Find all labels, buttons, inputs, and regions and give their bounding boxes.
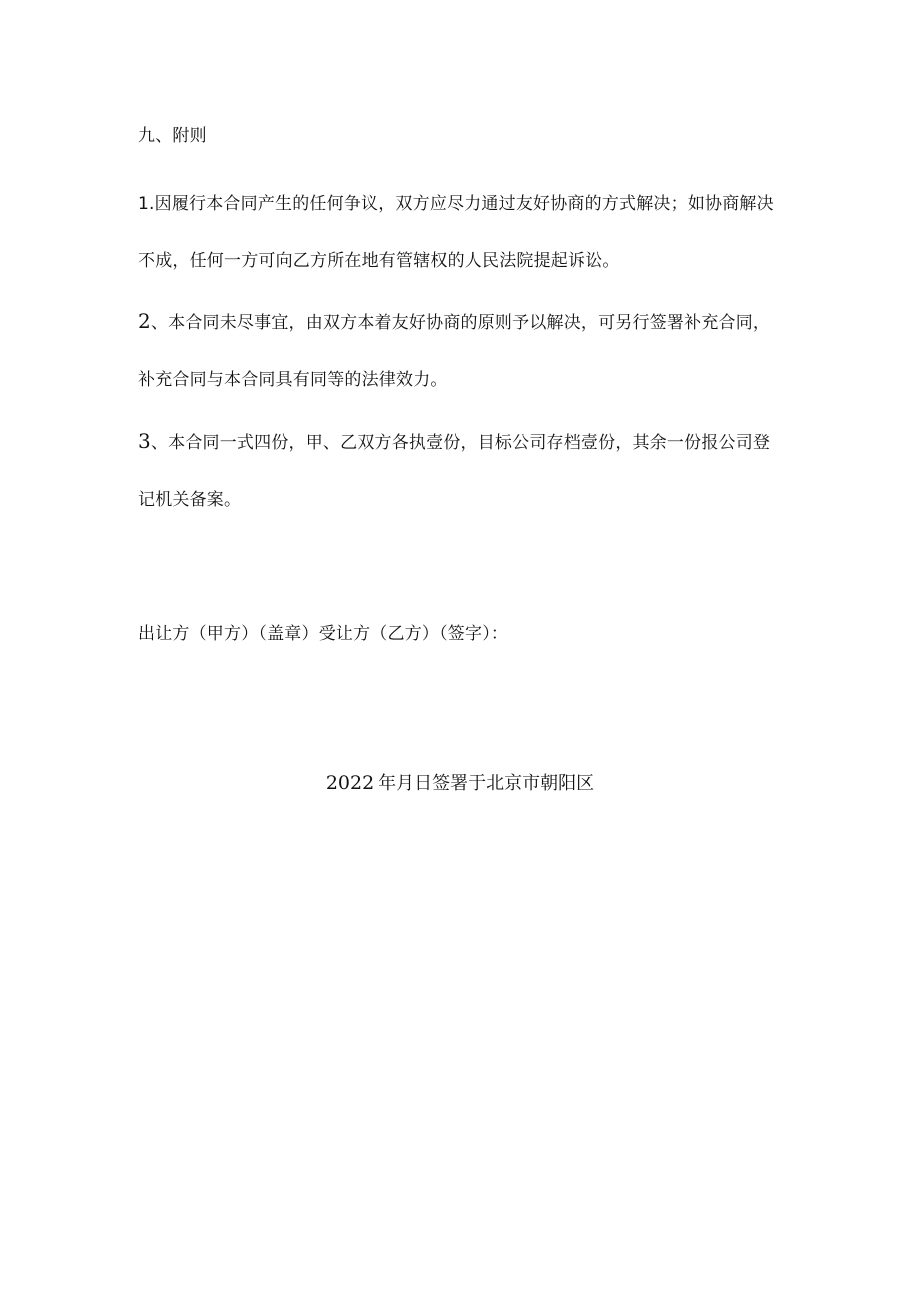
sign-date-year: 2022 bbox=[325, 772, 375, 794]
signature-line: 出让方（甲方）（盖章）受让方（乙方）（签字）： bbox=[138, 624, 509, 644]
clause-3-number: 3 bbox=[138, 429, 151, 453]
clause-1 bbox=[138, 176, 783, 290]
clause-1-text: 因履行本合同产生的任何争议，双方应尽力通过友好协商的方式解决；如协商解决不成，任何一方可向乙方所在地有管辖权的人民法院提起诉讼。 bbox=[138, 194, 774, 271]
clause-2-text: 、本合同未尽事宜，由双方本着友好协商的原则予以解决，可另行签署补充合同，补充合同与本合同具有同等的法律效力。 bbox=[138, 313, 771, 390]
sign-date-text: 年月日签署于北京市朝阳区 bbox=[378, 773, 595, 794]
clause-3 bbox=[138, 413, 783, 529]
clause-1-number: 1. bbox=[138, 194, 155, 214]
clause-2-number: 2 bbox=[138, 309, 151, 333]
section-heading: 九、附则 bbox=[138, 126, 207, 146]
clause-2 bbox=[138, 293, 783, 409]
sign-date bbox=[0, 768, 920, 799]
clause-3-text: 、本合同一式四份，甲、乙双方各执壹份，目标公司存档壹份，其余一份报公司登记机关备案。 bbox=[138, 433, 771, 510]
